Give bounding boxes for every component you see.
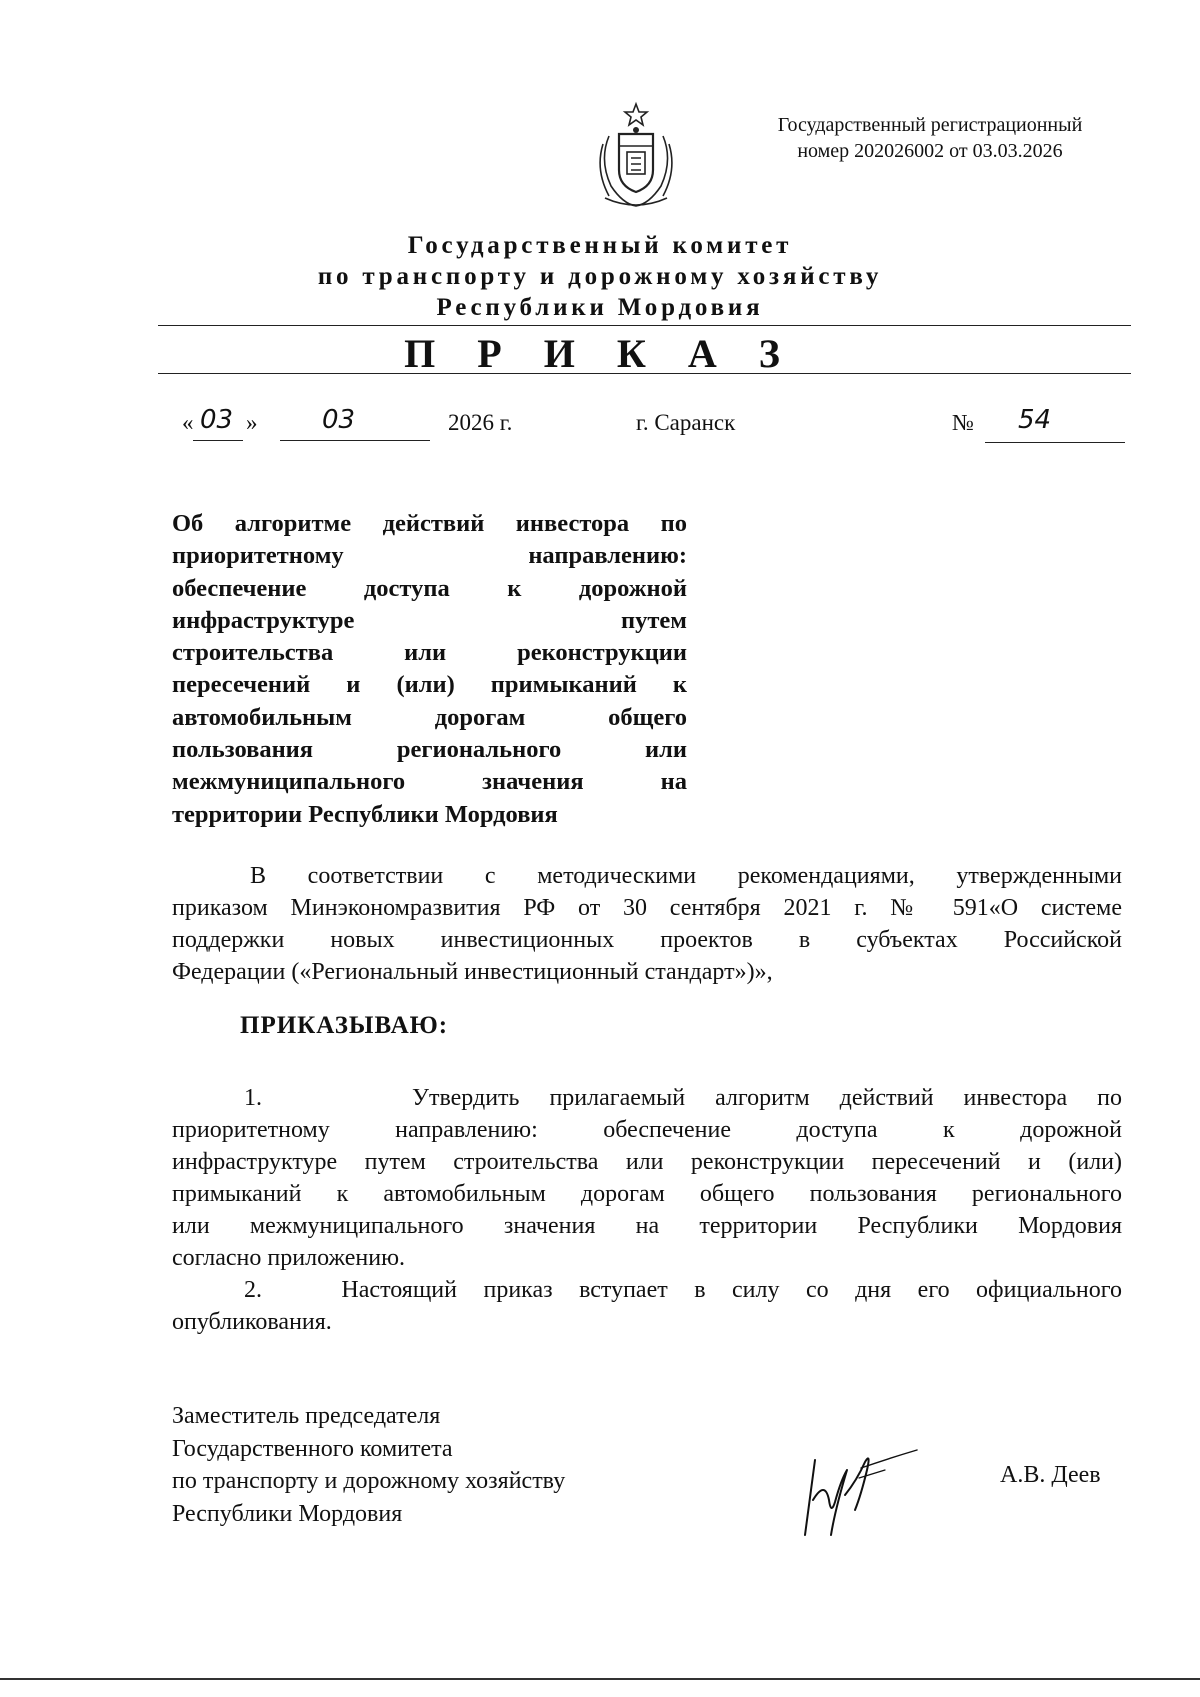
order-item-2 [172,1274,1122,1338]
preamble-line: В соответствии с методическими рекомендациями, утвержденными [250,863,1122,889]
subject-line: строительства или реконструкции [172,639,687,667]
document-type-title: П Р И К А З [404,331,796,376]
order-item-1 [172,1082,1122,1274]
date-year: 2026 г. [448,410,513,435]
item-1-line: 1. Утвердить прилагаемый алгоритм действий инвестора по [244,1085,1122,1111]
subject-line: обеспечение доступа к дорожной [172,574,687,602]
header-rule-bottom [158,373,1131,374]
date-close-quote: » [246,410,258,435]
subject-line: автомобильным дорогам общего [172,703,687,731]
registration-line-2: номер 202026002 от 03.03.2026 [797,140,1063,162]
date-open-quote: « [182,410,194,435]
preamble-line: приказом Минэкономразвития РФ от 30 сентября 2021 г. № 591«О системе [172,895,1122,921]
org-name-line-1: Государственный комитет [407,232,793,259]
signer-name: А.В. Деев [1000,1462,1101,1488]
order-number-underline [985,442,1125,443]
signatory-line: Республики Мордовия [172,1500,403,1527]
city: г. Саранск [636,410,736,435]
item-2-line: опубликования. [172,1309,332,1335]
signatory-position [172,1400,565,1530]
preamble-paragraph [172,860,1122,988]
date-month-underline [280,440,430,441]
item-1-line: приоритетному направлению: обеспечение доступа к дорожной [172,1117,1122,1143]
signatory-line: Заместитель председателя [172,1403,441,1429]
item-1-line: согласно приложению. [172,1245,406,1271]
registration-number-block [740,112,1120,164]
subject-line: пересечений и (или) примыканий к [172,671,687,699]
preamble-line: поддержки новых инвестиционных проектов в субъектах Российской [172,927,1122,953]
org-name-line-3: Республики Мордовия [436,294,764,321]
order-subject [172,508,687,831]
subject-line: межмуниципального значения на [172,768,687,796]
order-number: 54 [1018,405,1052,435]
signatory-line: по транспорту и дорожному хозяйству [172,1468,566,1494]
registration-line-1: Государственный регистрационный [777,114,1083,136]
number-sign: № [952,410,974,435]
item-2-line: 2. Настоящий приказ вступает в силу со дня его официального [244,1277,1122,1303]
subject-line: Об алгоритме действий инвестора по [172,510,687,537]
date-day: 03 [200,405,234,435]
subject-line: инфраструктуре путем [172,606,687,634]
coat-of-arms-emblem [591,100,681,212]
item-1-line: или межмуниципального значения на территории Республики Мордовия [172,1213,1122,1239]
signatory-line: Государственного комитета [172,1435,453,1462]
handwritten-signature [795,1440,920,1540]
date-month: 03 [322,405,356,435]
item-1-line: инфраструктуре путем строительства или реконструкции пересечений и (или) [172,1149,1122,1175]
subject-line: приоритетному направлению: [172,542,687,570]
item-1-line: примыканий к автомобильным дорогам общего пользования регионального [172,1181,1122,1207]
header-rule-top [158,325,1131,326]
date-day-underline [193,440,243,441]
org-name-line-2: по транспорту и дорожному хозяйству [317,263,883,290]
order-directive-word: ПРИКАЗЫВАЮ: [240,1012,449,1039]
subject-line: территории Республики Мордовия [172,800,558,828]
subject-line: пользования регионального или [172,736,687,764]
preamble-line: Федерации («Региональный инвестиционный стандарт»)», [172,959,773,985]
page-bottom-rule [0,1678,1200,1680]
